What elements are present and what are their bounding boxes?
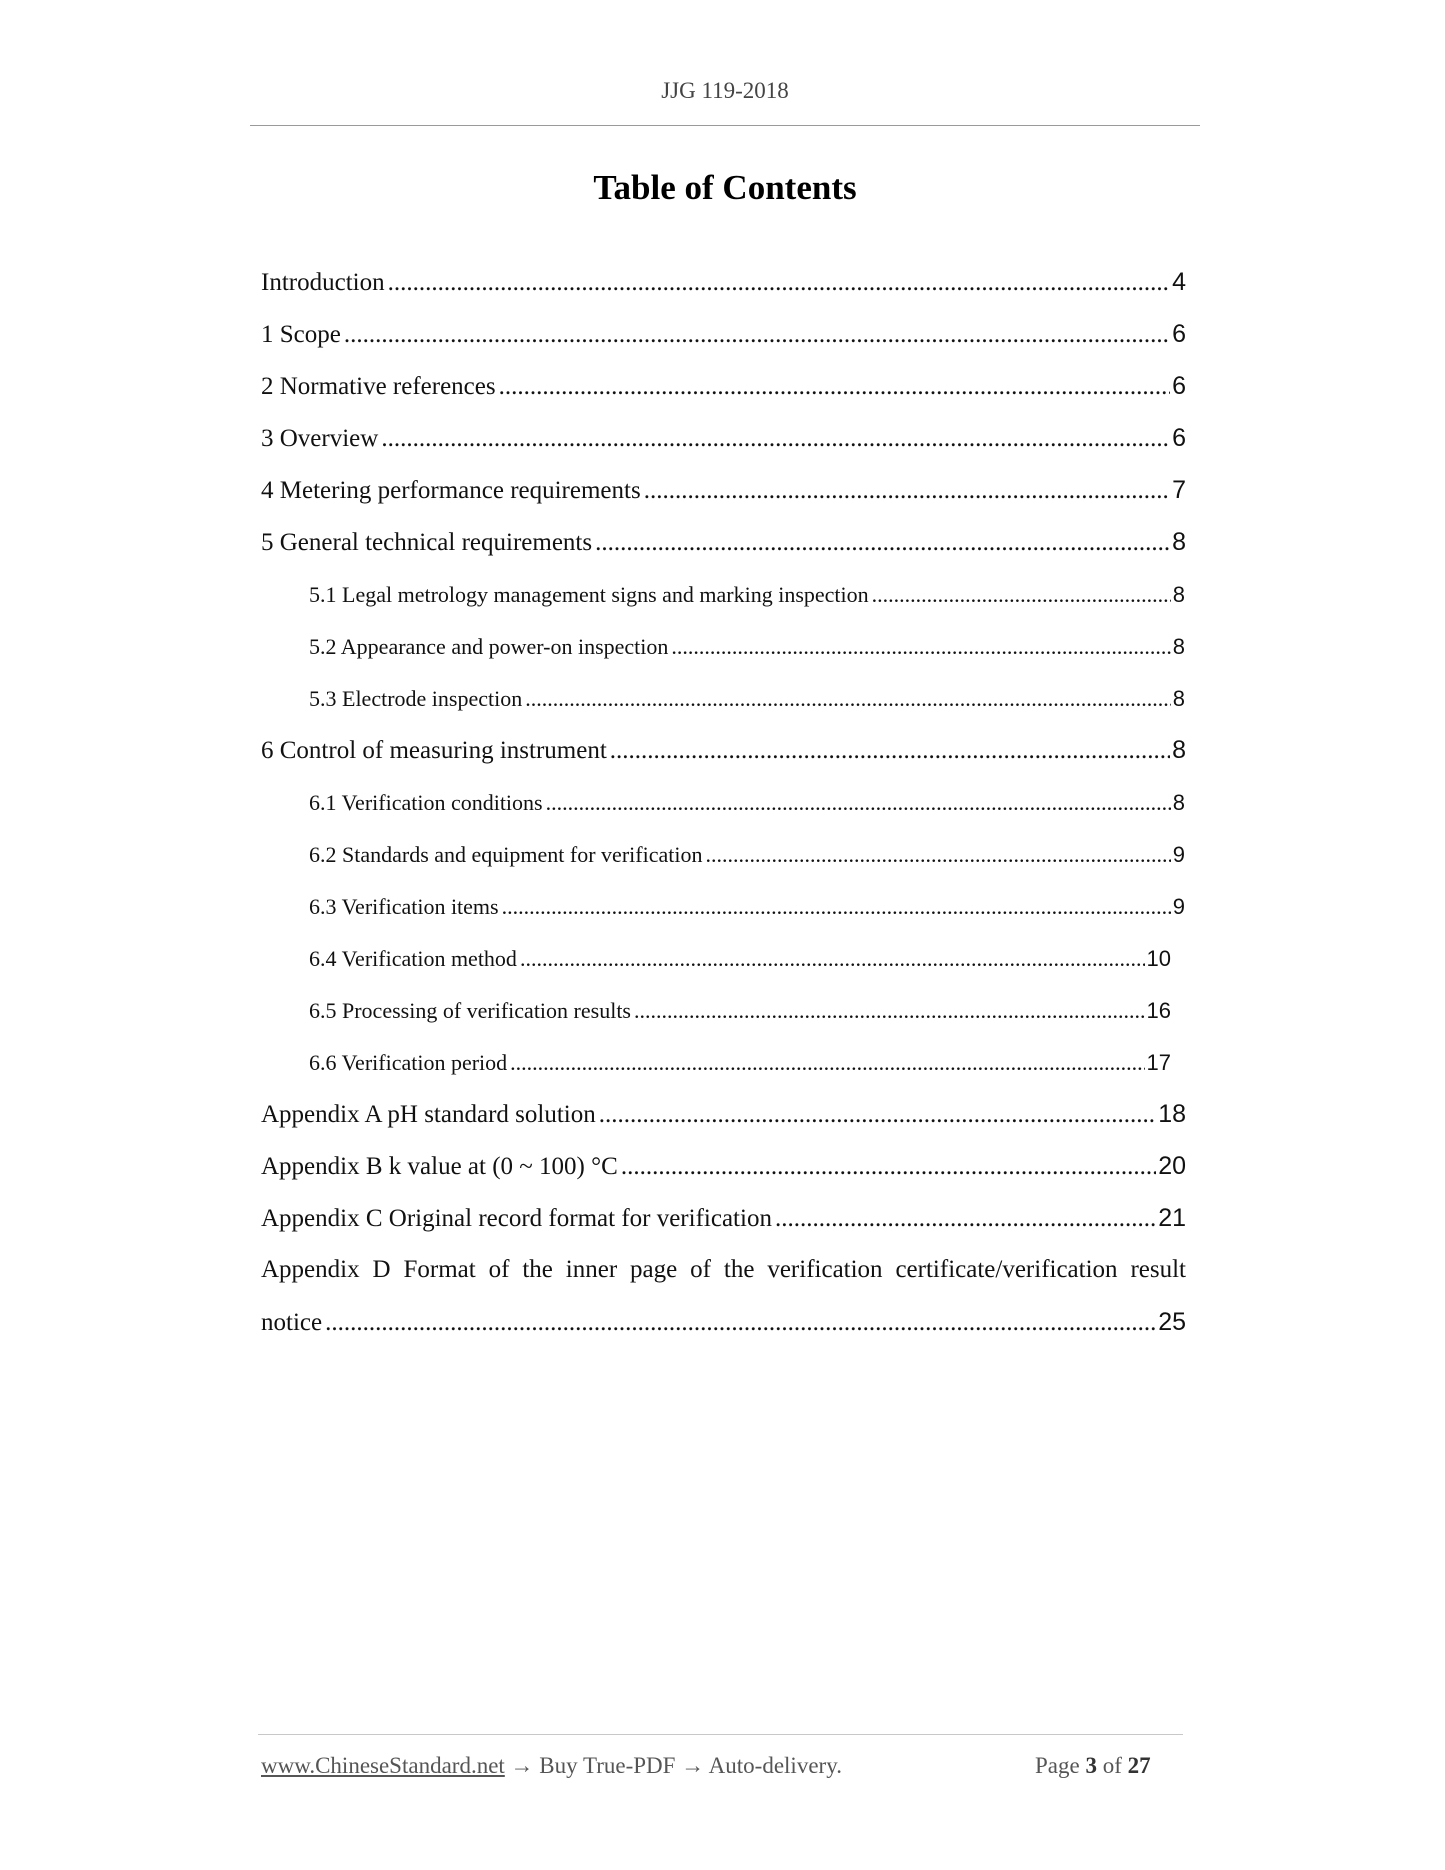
toc-entry-text: 2 Normative references xyxy=(261,373,496,400)
toc-entry-introduction[interactable] xyxy=(261,268,1186,308)
dot-leader xyxy=(344,321,1170,349)
dot-leader xyxy=(599,1101,1156,1129)
toc-entry-text: 6.5 Processing of verification results xyxy=(309,998,631,1023)
footer-divider xyxy=(258,1734,1183,1735)
toc-page-number: 8 xyxy=(1172,528,1186,556)
dot-leader xyxy=(595,529,1170,557)
toc-page-number: 8 xyxy=(1172,686,1185,711)
toc-entry-text: Appendix C Original record format for verification xyxy=(261,1205,772,1232)
toc-entry-text: Appendix A pH standard solution xyxy=(261,1101,596,1128)
toc-entry-appendix-a[interactable] xyxy=(261,1100,1186,1140)
dot-leader xyxy=(872,582,1171,608)
toc-page-number: 9 xyxy=(1172,842,1185,867)
buy-text: Buy True-PDF xyxy=(539,1753,676,1778)
toc-entry-text: 5.2 Appearance and power-on inspection xyxy=(309,634,669,659)
toc-entry-5-1[interactable] xyxy=(309,582,1185,622)
toc-entry-text: 5.3 Electrode inspection xyxy=(309,686,523,711)
toc-page-number: 17 xyxy=(1146,1050,1171,1075)
toc-page-number: 6 xyxy=(1172,372,1186,400)
toc-page-number: 25 xyxy=(1158,1308,1186,1336)
dot-leader xyxy=(775,1205,1156,1233)
toc-entry-6-4[interactable] xyxy=(309,946,1171,986)
toc-entry-text: 6 Control of measuring instrument xyxy=(261,737,607,764)
dot-leader xyxy=(610,737,1170,765)
toc-page-number: 8 xyxy=(1172,790,1185,815)
toc-entry-text: 6.4 Verification method xyxy=(309,946,517,971)
dot-leader xyxy=(671,634,1170,660)
toc-page-number: 6 xyxy=(1172,424,1186,452)
toc-entry-text: 3 Overview xyxy=(261,425,379,452)
toc-entry-metering-performance[interactable] xyxy=(261,476,1186,516)
toc-page-number: 6 xyxy=(1172,320,1186,348)
toc-entry-general-technical[interactable] xyxy=(261,528,1186,568)
dot-leader xyxy=(510,1050,1144,1076)
toc-entry-6-6[interactable] xyxy=(309,1050,1171,1090)
toc-page-number: 21 xyxy=(1158,1204,1186,1232)
dot-leader xyxy=(705,842,1170,868)
dot-leader xyxy=(381,425,1170,453)
toc-entry-appendix-c[interactable] xyxy=(261,1204,1186,1244)
toc-entry-scope[interactable] xyxy=(261,320,1186,360)
toc-entry-text: 4 Metering performance requirements xyxy=(261,477,641,504)
toc-page-number: 10 xyxy=(1146,946,1171,971)
toc-entry-text: notice xyxy=(261,1309,323,1336)
page-indicator xyxy=(1035,1753,1151,1779)
dot-leader xyxy=(520,946,1145,972)
toc-entry-normative-references[interactable] xyxy=(261,372,1186,412)
arrow-icon: → xyxy=(510,1753,534,1778)
footer-promo xyxy=(261,1753,842,1779)
toc-entry-text: 5 General technical requirements xyxy=(261,529,593,556)
toc-entry-text: 1 Scope xyxy=(261,321,341,348)
page-title: Table of Contents xyxy=(593,168,857,207)
page-of-label: of xyxy=(1102,1753,1122,1778)
toc-page-number: 9 xyxy=(1172,894,1185,919)
toc-entry-text: 6.1 Verification conditions xyxy=(309,790,543,815)
toc-page-number: 4 xyxy=(1172,268,1186,296)
document-code-header: JJG 119-2018 xyxy=(661,78,789,103)
dot-leader xyxy=(525,686,1171,712)
toc-page-number: 18 xyxy=(1158,1100,1186,1128)
delivery-text: Auto-delivery. xyxy=(708,1753,842,1778)
dot-leader xyxy=(634,998,1145,1024)
dot-leader xyxy=(546,790,1171,816)
toc-entry-text: 6.3 Verification items xyxy=(309,894,499,919)
toc-entry-6-1[interactable] xyxy=(309,790,1185,830)
dot-leader xyxy=(388,269,1171,297)
arrow-icon: → xyxy=(681,1753,705,1778)
dot-leader xyxy=(621,1153,1156,1181)
toc-entry-text: 5.1 Legal metrology management signs and marking inspection xyxy=(309,582,869,607)
toc-entry-appendix-d-continued[interactable] xyxy=(261,1308,1186,1348)
toc-entry-6-2[interactable] xyxy=(309,842,1185,882)
toc-entry-5-2[interactable] xyxy=(309,634,1185,674)
page-label: Page xyxy=(1035,1753,1080,1778)
toc-page-number: 7 xyxy=(1172,476,1186,504)
toc-page-number: 8 xyxy=(1172,582,1185,607)
toc-entry-appendix-d[interactable]: Appendix D Format of the inner page of the verification certificate/verification result xyxy=(261,1256,1186,1283)
total-pages-number: 27 xyxy=(1127,1753,1151,1778)
toc-entry-text: 6.2 Standards and equipment for verification xyxy=(309,842,703,867)
dot-leader xyxy=(325,1309,1156,1337)
toc-entry-6-3[interactable] xyxy=(309,894,1185,934)
toc-page-number: 16 xyxy=(1146,998,1171,1023)
toc-entry-5-3[interactable] xyxy=(309,686,1185,726)
toc-page-number: 8 xyxy=(1172,736,1186,764)
toc-entry-text: Appendix B k value at (0 ~ 100) °C xyxy=(261,1153,618,1180)
dot-leader xyxy=(644,477,1170,505)
toc-entry-overview[interactable] xyxy=(261,424,1186,464)
toc-entry-text: Introduction xyxy=(261,269,385,296)
dot-leader xyxy=(502,894,1171,920)
toc-entry-text: 6.6 Verification period xyxy=(309,1050,508,1075)
dot-leader xyxy=(499,373,1170,401)
toc-page-number: 20 xyxy=(1158,1152,1186,1180)
toc-entry-control-instrument[interactable] xyxy=(261,736,1186,776)
website-link[interactable]: www.ChineseStandard.net xyxy=(261,1753,505,1778)
current-page-number: 3 xyxy=(1085,1753,1097,1778)
toc-entry-6-5[interactable] xyxy=(309,998,1171,1038)
toc-entry-appendix-b[interactable] xyxy=(261,1152,1186,1192)
toc-page-number: 8 xyxy=(1172,634,1185,659)
